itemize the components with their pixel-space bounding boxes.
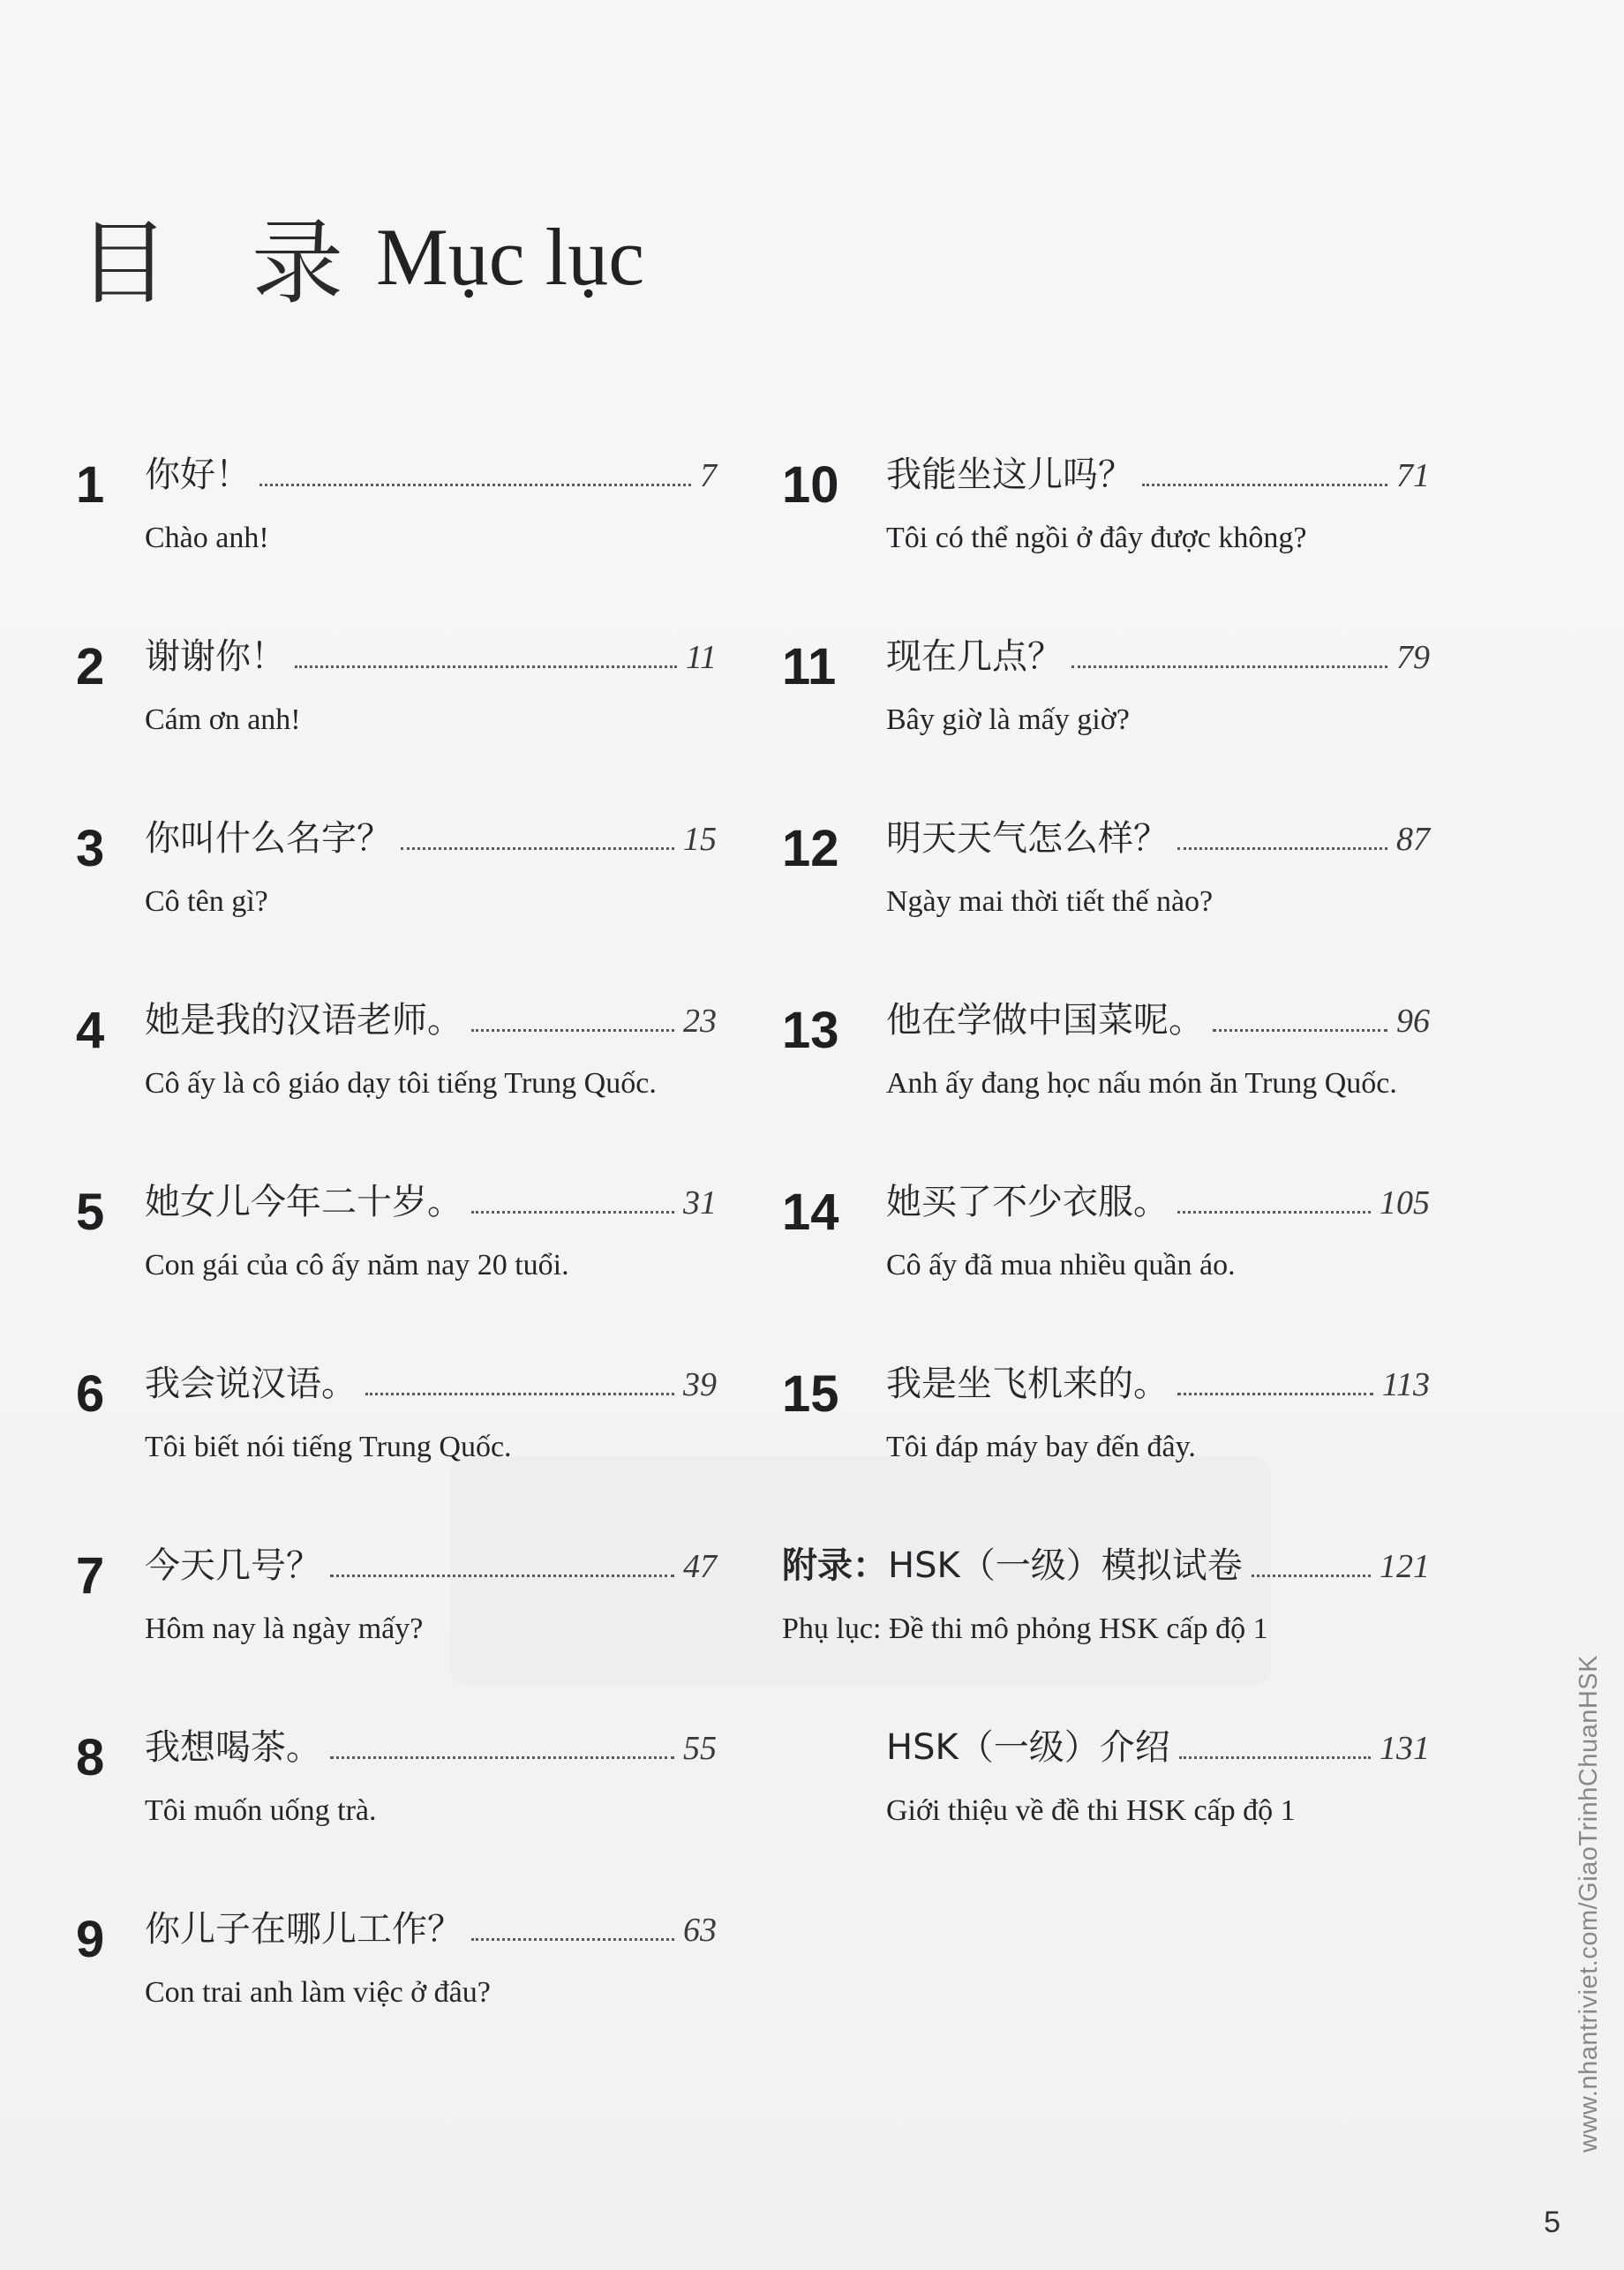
dot-leader bbox=[1213, 1029, 1387, 1032]
lesson-number: 6 bbox=[76, 1365, 105, 1423]
entry-heading-row bbox=[886, 999, 1430, 1041]
entry-heading-row bbox=[886, 454, 1430, 496]
toc-entry-2[interactable] bbox=[55, 628, 717, 810]
toc-entry-1[interactable] bbox=[55, 447, 717, 628]
appendix-label: 附录： bbox=[782, 1545, 888, 1586]
lesson-number: 8 bbox=[76, 1729, 105, 1786]
lesson-title-vietnamese: Tôi đáp máy bay đến đây. bbox=[886, 1431, 1196, 1463]
lesson-number: 10 bbox=[782, 456, 839, 514]
lesson-title-vietnamese: Cô ấy đã mua nhiều quần áo. bbox=[886, 1249, 1236, 1282]
dot-leader bbox=[1177, 1393, 1373, 1395]
page-number: 87 bbox=[1396, 821, 1430, 858]
lesson-title-chinese: 她是我的汉语老师。 bbox=[145, 1000, 462, 1041]
dot-leader bbox=[330, 1575, 674, 1577]
lesson-title-chinese: 你好！ bbox=[145, 455, 251, 495]
lesson-title-vietnamese: Con trai anh làm việc ở đâu? bbox=[145, 1976, 491, 2009]
appendix-title-vietnamese: Giới thiệu về đề thi HSK cấp độ 1 bbox=[886, 1794, 1296, 1827]
page-number: 47 bbox=[683, 1548, 717, 1585]
toc-entry-15[interactable] bbox=[782, 1356, 1430, 1537]
page-number: 96 bbox=[1396, 1003, 1430, 1040]
lesson-title-vietnamese: Anh ấy đang học nấu món ăn Trung Quốc. bbox=[886, 1067, 1397, 1100]
lesson-title-chinese: 她女儿今年二十岁。 bbox=[145, 1182, 462, 1222]
lesson-title-chinese: 我会说汉语。 bbox=[145, 1364, 357, 1404]
toc-entry-5[interactable] bbox=[55, 1174, 717, 1356]
lesson-number: 13 bbox=[782, 1002, 839, 1059]
lesson-title-vietnamese: Tôi có thể ngồi ở đây được không? bbox=[886, 522, 1307, 554]
lesson-number: 1 bbox=[76, 456, 105, 514]
dot-leader bbox=[1142, 484, 1387, 486]
lesson-title-chinese: 我想喝茶。 bbox=[145, 1727, 321, 1768]
lesson-title-vietnamese: Cám ơn anh! bbox=[145, 703, 301, 736]
dot-leader bbox=[401, 847, 674, 850]
entry-heading-row bbox=[145, 817, 717, 860]
entry-heading-row bbox=[145, 1545, 717, 1587]
toc-entry-appendix-mock-test[interactable] bbox=[782, 1537, 1430, 1719]
lesson-title-vietnamese: Cô ấy là cô giáo dạy tôi tiếng Trung Quốc. bbox=[145, 1067, 657, 1100]
publisher-url[interactable]: www.nhantriviet.com/GiaoTrinhChuanHSK bbox=[1575, 1655, 1603, 2153]
entry-heading-row bbox=[886, 1363, 1430, 1405]
toc-entry-4[interactable] bbox=[55, 992, 717, 1174]
lesson-title-chinese: 他在学做中国菜呢。 bbox=[886, 1000, 1204, 1041]
entry-heading-row bbox=[145, 999, 717, 1041]
dot-leader bbox=[259, 484, 691, 486]
page-number: 7 bbox=[700, 457, 717, 494]
lesson-number: 9 bbox=[76, 1911, 105, 1968]
lesson-number: 5 bbox=[76, 1184, 105, 1241]
entry-heading-row bbox=[886, 817, 1430, 860]
entry-heading-row bbox=[782, 1545, 1430, 1587]
lesson-title-vietnamese: Bây giờ là mấy giờ? bbox=[886, 703, 1130, 736]
dot-leader bbox=[471, 1029, 674, 1032]
page-number: 105 bbox=[1380, 1184, 1430, 1221]
lesson-number: 4 bbox=[76, 1002, 105, 1059]
entry-heading-row bbox=[886, 1726, 1430, 1769]
entry-heading-row bbox=[886, 635, 1430, 678]
lesson-title-vietnamese: Cô tên gì? bbox=[145, 885, 268, 918]
entry-heading-row bbox=[145, 1181, 717, 1223]
toc-entry-10[interactable] bbox=[782, 447, 1430, 628]
page-number: 31 bbox=[683, 1184, 717, 1221]
entry-heading-row bbox=[145, 635, 717, 678]
lesson-title-chinese: 她买了不少衣服。 bbox=[886, 1182, 1169, 1222]
dot-leader bbox=[1177, 847, 1387, 850]
dot-leader bbox=[1177, 1211, 1371, 1214]
lesson-title-chinese: 我能坐这儿吗？ bbox=[886, 455, 1133, 495]
page-title-chinese: 目 录 bbox=[78, 209, 371, 317]
dot-leader bbox=[471, 1938, 674, 1941]
page-title-vietnamese: Mục lục bbox=[376, 212, 645, 302]
lesson-title-vietnamese: Con gái của cô ấy năm nay 20 tuổi. bbox=[145, 1249, 569, 1282]
page-number: 11 bbox=[685, 639, 717, 676]
lesson-number: 12 bbox=[782, 820, 839, 877]
toc-entry-12[interactable] bbox=[782, 810, 1430, 992]
lesson-title-chinese: 我是坐飞机来的。 bbox=[886, 1364, 1169, 1404]
toc-entry-3[interactable] bbox=[55, 810, 717, 992]
lesson-title-vietnamese: Ngày mai thời tiết thế nào? bbox=[886, 885, 1214, 918]
page-number: 55 bbox=[683, 1730, 717, 1767]
lesson-number: 15 bbox=[782, 1365, 839, 1423]
page-number: 121 bbox=[1380, 1548, 1430, 1585]
toc-right-column bbox=[782, 447, 1430, 1901]
entry-heading-row bbox=[886, 1181, 1430, 1223]
page-footer-number: 5 bbox=[1544, 2206, 1560, 2239]
lesson-title-chinese: 明天天气怎么样？ bbox=[886, 818, 1169, 859]
toc-entry-8[interactable] bbox=[55, 1719, 717, 1901]
dot-leader bbox=[1252, 1575, 1371, 1577]
lesson-number: 2 bbox=[76, 638, 105, 695]
appendix-title-chinese: HSK（一级）介绍 bbox=[886, 1727, 1170, 1768]
toc-entry-6[interactable] bbox=[55, 1356, 717, 1537]
page-number: 79 bbox=[1396, 639, 1430, 676]
lesson-title-chinese: 现在几点？ bbox=[886, 636, 1063, 677]
dot-leader bbox=[330, 1756, 674, 1759]
lesson-number: 14 bbox=[782, 1184, 839, 1241]
dot-leader bbox=[295, 665, 677, 668]
dot-leader bbox=[471, 1211, 674, 1214]
lesson-title-chinese: 今天几号？ bbox=[145, 1545, 321, 1586]
page-number: 113 bbox=[1381, 1366, 1430, 1403]
page-number: 71 bbox=[1396, 457, 1430, 494]
page-number: 15 bbox=[683, 821, 717, 858]
dot-leader bbox=[1179, 1756, 1371, 1759]
toc-left-column bbox=[55, 447, 717, 2083]
toc-entry-appendix-introduction[interactable] bbox=[782, 1719, 1430, 1901]
lesson-title-chinese: 谢谢你！ bbox=[145, 636, 286, 677]
lesson-title-vietnamese: Tôi muốn uống trà. bbox=[145, 1794, 377, 1827]
entry-heading-row bbox=[145, 454, 717, 496]
lesson-title-chinese: 你叫什么名字？ bbox=[145, 818, 392, 859]
toc-entry-11[interactable] bbox=[782, 628, 1430, 810]
entry-heading-row bbox=[145, 1726, 717, 1769]
entry-heading-row bbox=[145, 1363, 717, 1405]
toc-entry-13[interactable] bbox=[782, 992, 1430, 1174]
page-number: 23 bbox=[683, 1003, 717, 1040]
lesson-number: 3 bbox=[76, 820, 105, 877]
lesson-title-chinese: 你儿子在哪儿工作？ bbox=[145, 1909, 462, 1950]
toc-entry-14[interactable] bbox=[782, 1174, 1430, 1356]
dot-leader bbox=[1071, 665, 1387, 668]
toc-entry-7[interactable] bbox=[55, 1537, 717, 1719]
lesson-title-vietnamese: Hôm nay là ngày mấy? bbox=[145, 1612, 424, 1645]
lesson-title-vietnamese: Chào anh! bbox=[145, 522, 269, 554]
page-number: 39 bbox=[683, 1366, 717, 1403]
lesson-number: 11 bbox=[782, 638, 837, 695]
dot-leader bbox=[365, 1393, 674, 1395]
page-number: 63 bbox=[683, 1912, 717, 1949]
entry-heading-row bbox=[145, 1908, 717, 1951]
toc-entry-9[interactable] bbox=[55, 1901, 717, 2083]
lesson-title-vietnamese: Tôi biết nói tiếng Trung Quốc. bbox=[145, 1431, 512, 1463]
appendix-title-vietnamese: Phụ lục: Đề thi mô phỏng HSK cấp độ 1 bbox=[782, 1612, 1268, 1645]
lesson-number: 7 bbox=[76, 1547, 105, 1605]
appendix-title-chinese: HSK（一级）模拟试卷 bbox=[888, 1545, 1243, 1586]
page-number: 131 bbox=[1380, 1730, 1430, 1767]
